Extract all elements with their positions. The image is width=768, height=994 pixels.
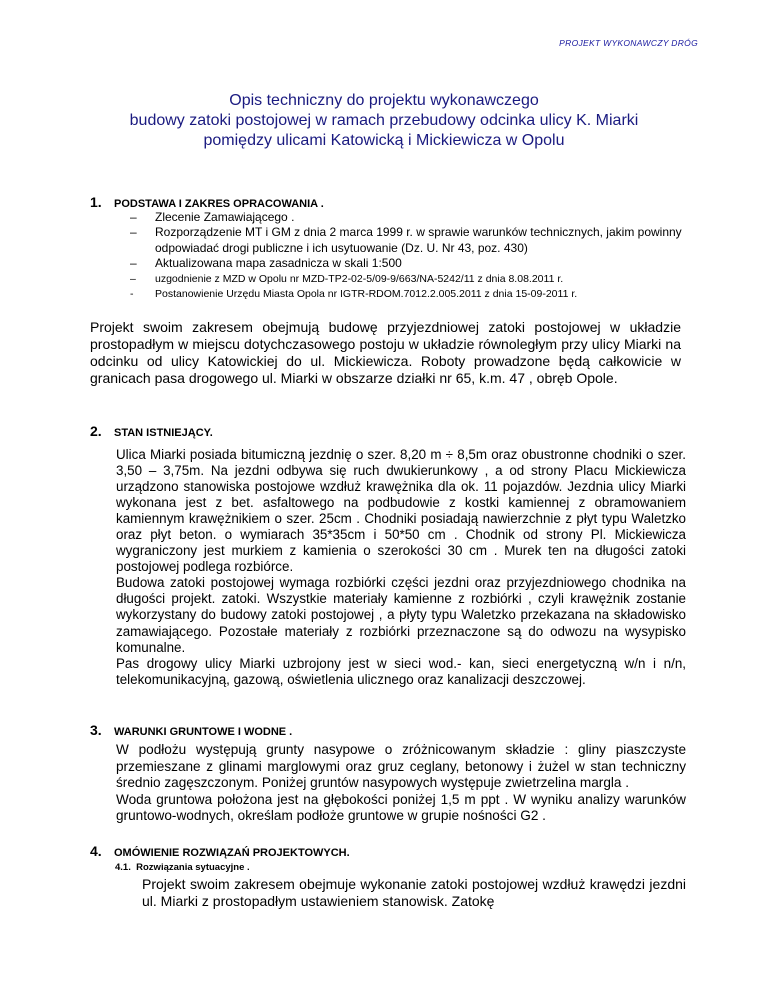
section-title: OMÓWIENIE ROZWIĄZAŃ PROJEKTOWYCH. <box>114 847 350 859</box>
section-number: 1. <box>90 194 102 210</box>
section-1-list <box>130 210 710 302</box>
section-4-paragraph: Projekt swoim zakresem obejmuje wykonanie zatoki postojowej wzdłuż krawędzi jezdni ul. Miarki z prostopadłym ustawieniem stanowisk. Zatokę <box>142 876 686 909</box>
title-line: budowy zatoki postojowej w ramach przebudowy odcinka ulicy K. Miarki <box>129 112 639 129</box>
subsection-title: Rozwiązania sytuacyjne . <box>136 862 250 873</box>
paragraph: Ulica Miarki posiada bitumiczną jezdnię o szer. 8,20 m ÷ 8,5m oraz obustronne chodniki o szer. 3,50 – 3,75m. Na jezdni odbywa się ruch dwukierunkowy , a od strony Placu Mickiewicza urządzono stanowiska postojowe wzdłuż krawężnika dla ok. 11 pojazdów. Jezdnia ulicy Miarki wykonana jest z bet. asfaltowego na podbudowie z kostki kamiennej z obramowaniem kamiennym krawężnikiem o szer. 25cm . Chodniki posiadają nawierzchnie z płyt typu Waletzko oraz płyt beton. o wymiarach 35*35cm i 50*50 cm . Chodnik od strony Pl. Mickiewicza wygraniczony jest murkiem z kamienia o szerokości 30 cm . Murek ten na długości zatoki postojowej podlega rozbiórce. <box>116 447 686 575</box>
title-line: Opis techniczny do projektu wykonawczego <box>229 92 539 109</box>
document-header: PROJEKT WYKONAWCZY DRÓG <box>559 38 698 48</box>
section-title: PODSTAWA I ZAKRES OPRACOWANIA . <box>114 198 324 210</box>
document-title <box>0 91 768 151</box>
subsection-4-1-heading <box>115 862 250 873</box>
list-item: – Rozporządzenie MT i GM z dnia 2 marca 1999 r. w sprawie warunków technicznych, jakim powinny odpowiadać drogi publiczne i ich usytuowanie (Dz. U. Nr 43, poz. 430) <box>130 225 682 255</box>
list-item: – Aktualizowana mapa zasadnicza w skali 1:500 <box>130 256 402 271</box>
section-number: 2. <box>90 423 102 439</box>
section-3-heading <box>90 722 292 738</box>
list-item: – Zlecenie Zamawiającego . <box>130 210 295 224</box>
subsection-number: 4.1. <box>115 862 131 873</box>
list-item: – uzgodnienie z MZD w Opolu nr MZD-TP2-02-5/09-9/663/NA-5242/11 z dnia 8.08.2011 r. <box>130 272 564 285</box>
section-3-body <box>116 742 686 825</box>
title-line: pomiędzy ulicami Katowicką i Mickiewicza w Opolu <box>203 132 565 149</box>
list-item: - Postanowienie Urzędu Miasta Opola nr IGTR-RDOM.7012.2.005.2011 z dnia 15-09-2011 r. <box>130 288 578 301</box>
section-1-heading <box>90 194 324 210</box>
section-1-paragraph: Projekt swoim zakresem obejmują budowę przyjezdniowej zatoki postojowej w układzie prostopadłym w miejscu dotychczasowego postoju w układzie równoległym przy ulicy Miarki na odcinku od ulicy Katowickiej do ul. Mickiewicza. Roboty prowadzone będą całkowicie w granicach pasa drogowego ul. Miarki w obszarze działki nr 65, k.m. 47 , obręb Opole. <box>90 319 681 386</box>
section-2-body <box>116 447 686 688</box>
section-title: STAN ISTNIEJĄCY. <box>114 427 213 439</box>
section-number: 4. <box>90 843 102 859</box>
section-title: WARUNKI GRUNTOWE I WODNE . <box>114 726 293 738</box>
paragraph: Woda gruntowa położona jest na głębokości poniżej 1,5 m ppt . W wyniku analizy warunków gruntowo-wodnych, określam podłoże gruntowe w grupie nośności G2 . <box>116 791 686 823</box>
section-number: 3. <box>90 722 102 738</box>
paragraph: Pas drogowy ulicy Miarki uzbrojony jest w sieci wod.- kan, sieci energetyczną w/n i n/n, telekomunikacyjną, gazową, oświetlenia ulicznego oraz kanalizacji deszczowej. <box>116 655 686 687</box>
paragraph: Budowa zatoki postojowej wymaga rozbiórki części jezdni oraz przyjezdniowego chodnika na długości projekt. zatoki. Wszystkie materiały kamienne z rozbiórki , czyli krawężnik zostanie wykorzystany do budowy zatoki postojowej , a płyty typu Waletzko przekazana na składowisko zamawiającego. Pozostałe materiały z rozbiórki przeznaczone są do odwozu na wysypisko komunalne. <box>116 575 686 655</box>
paragraph: W podłożu występują grunty nasypowe o zróżnicowanym składzie : gliny piaszczyste przemieszane z glinami marglowymi oraz gruz ceglany, betonowy i żużel w stan techniczny średnio zagęszczonym. Poniżej gruntów nasypowych występuje zwietrzelina margla . <box>116 742 686 790</box>
section-2-heading <box>90 423 213 439</box>
section-4-heading <box>90 843 350 859</box>
